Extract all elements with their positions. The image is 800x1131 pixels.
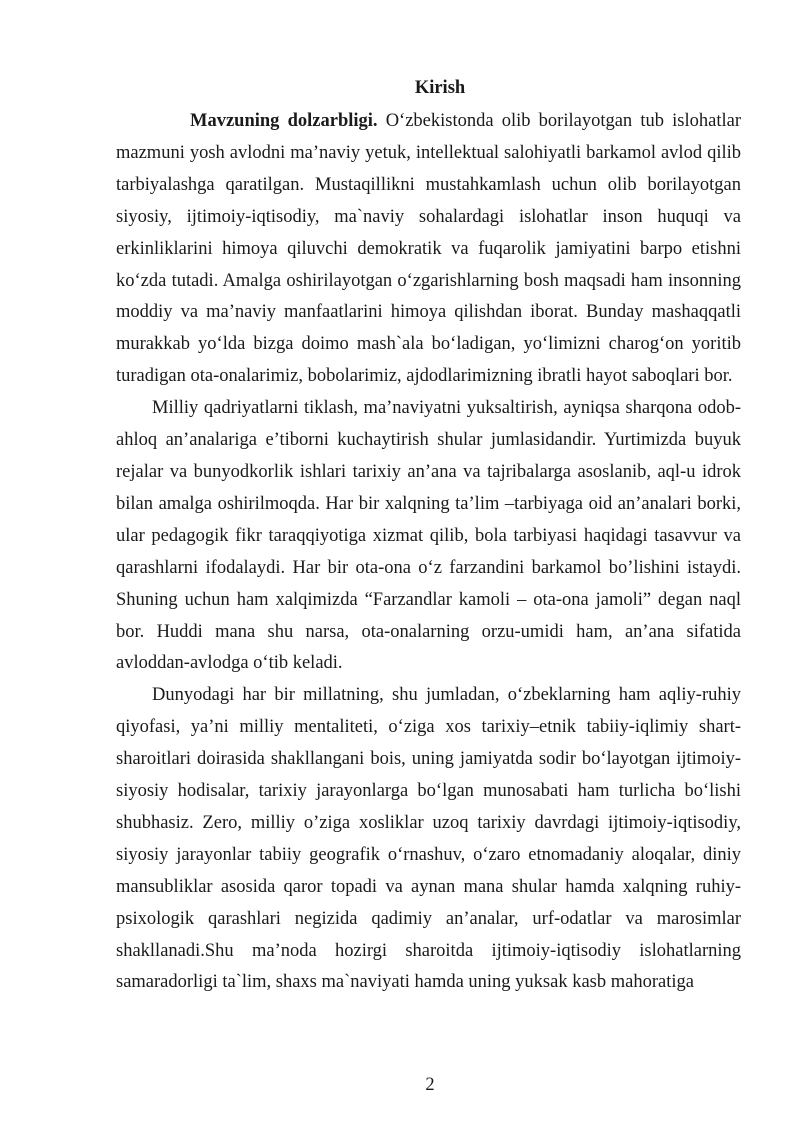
body-text — [116, 106, 741, 999]
paragraph-2: Milliy qadriyatlarni tiklash, ma’naviyatni yuksaltirish, ayniqsa sharqona odob-ahloq an’analariga e’tiborni kuchaytirish shular jumlasidandir. Yurtimizda buyuk rejalar va bunyodkorlik ishlari tarixiy an’ana va tajribalarga asoslanib, aql-u idrok bilan amalga oshirilmoqda. Har bir xalqning ta’lim –tarbiyaga oid an’analari borki, ular pedagogik fikr taraqqiyotiga xizmat qilib, bola tarbiyasi haqidagi tasavvur va qarashlarni ifodalaydi. Har bir ota-ona o‘z farzandini barkamol bo’lishini istaydi. Shuning uchun ham xalqimizda “Farzandlar kamoli – ota-ona jamoli” degan naql bor. Huddi mana shu narsa, ota-onalarning orzu-umidi ham, an’ana sifatida avloddan-avlodga o‘tib keladi. — [116, 398, 741, 674]
page-title: Kirish — [414, 78, 466, 98]
intro-lead-heading: Mavzuning dolzarbligi. — [190, 111, 378, 131]
intro-paragraph — [116, 106, 741, 393]
paragraph-3: Dunyodagi har bir millatning, shu jumladan, o‘zbeklarning ham aqliy-ruhiy qiyofasi, ya’ni milliy mentaliteti, o‘ziga xos tarixiy–etnik tabiiy-iqlimiy shart-sharoitlari doirasida shakllangani bois, uning jamiyatda sodir bo‘layotgan ijtimoiy-siyosiy hodisalar, tarixiy jarayonlarga bo‘lgan munosabati ham turlicha bo‘lishi shubhasiz. Zero, milliy o’ziga xosliklar uzoq tarixiy davrdagi ijtimoiy-iqtisodiy, siyosiy jarayonlar tabiiy geografik o‘rnashuv, o‘zaro etnomadaniy aloqalar, diniy mansubliklar asosida qaror topadi va aynan mana shular hamda xalqning ruhiy-psixologik qarashlari negizida qadimiy an’analar, urf-odatlar va marosimlar shakllanadi.Shu ma’noda hozirgi sharoitda ijtimoiy-iqtisodiy islohatlarning samaradorligi ta`lim, shaxs ma`naviyati hamda uning yuksak kasb mahoratiga — [116, 685, 741, 993]
intro-text: O‘zbekistonda olib borilayotgan tub islohatlar mazmuni yosh avlodni ma’naviy yetuk, intellektual salohiyatli barkamol avlod qilib tarbiyalashga qaratilgan. Mustaqillikni mustahkamlash uchun olib borilayotgan siyosiy, ijtimoiy-iqtisodiy, ma`naviy sohalardagi islohatlar inson huquqi va erkinliklarini himoya qiluvchi demokratik va fuqarolik jamiyatini barpo etishni ko‘zda tutadi. Amalga oshirilayotgan o‘zgarishlarning bosh maqsadi ham insonning moddiy va ma’naviy manfaatlarini himoya qilishdan iborat. Bunday mashaqqatli murakkab yo‘lda bizga doimo mash`ala bo‘ladigan, yo‘limizni charog‘on yoritib turadigan ota-onalarimiz, bobolarimiz, ajdodlarimizning ibratli hayot saboqlari bor. — [116, 111, 741, 387]
page-number: 2 — [425, 1075, 435, 1095]
